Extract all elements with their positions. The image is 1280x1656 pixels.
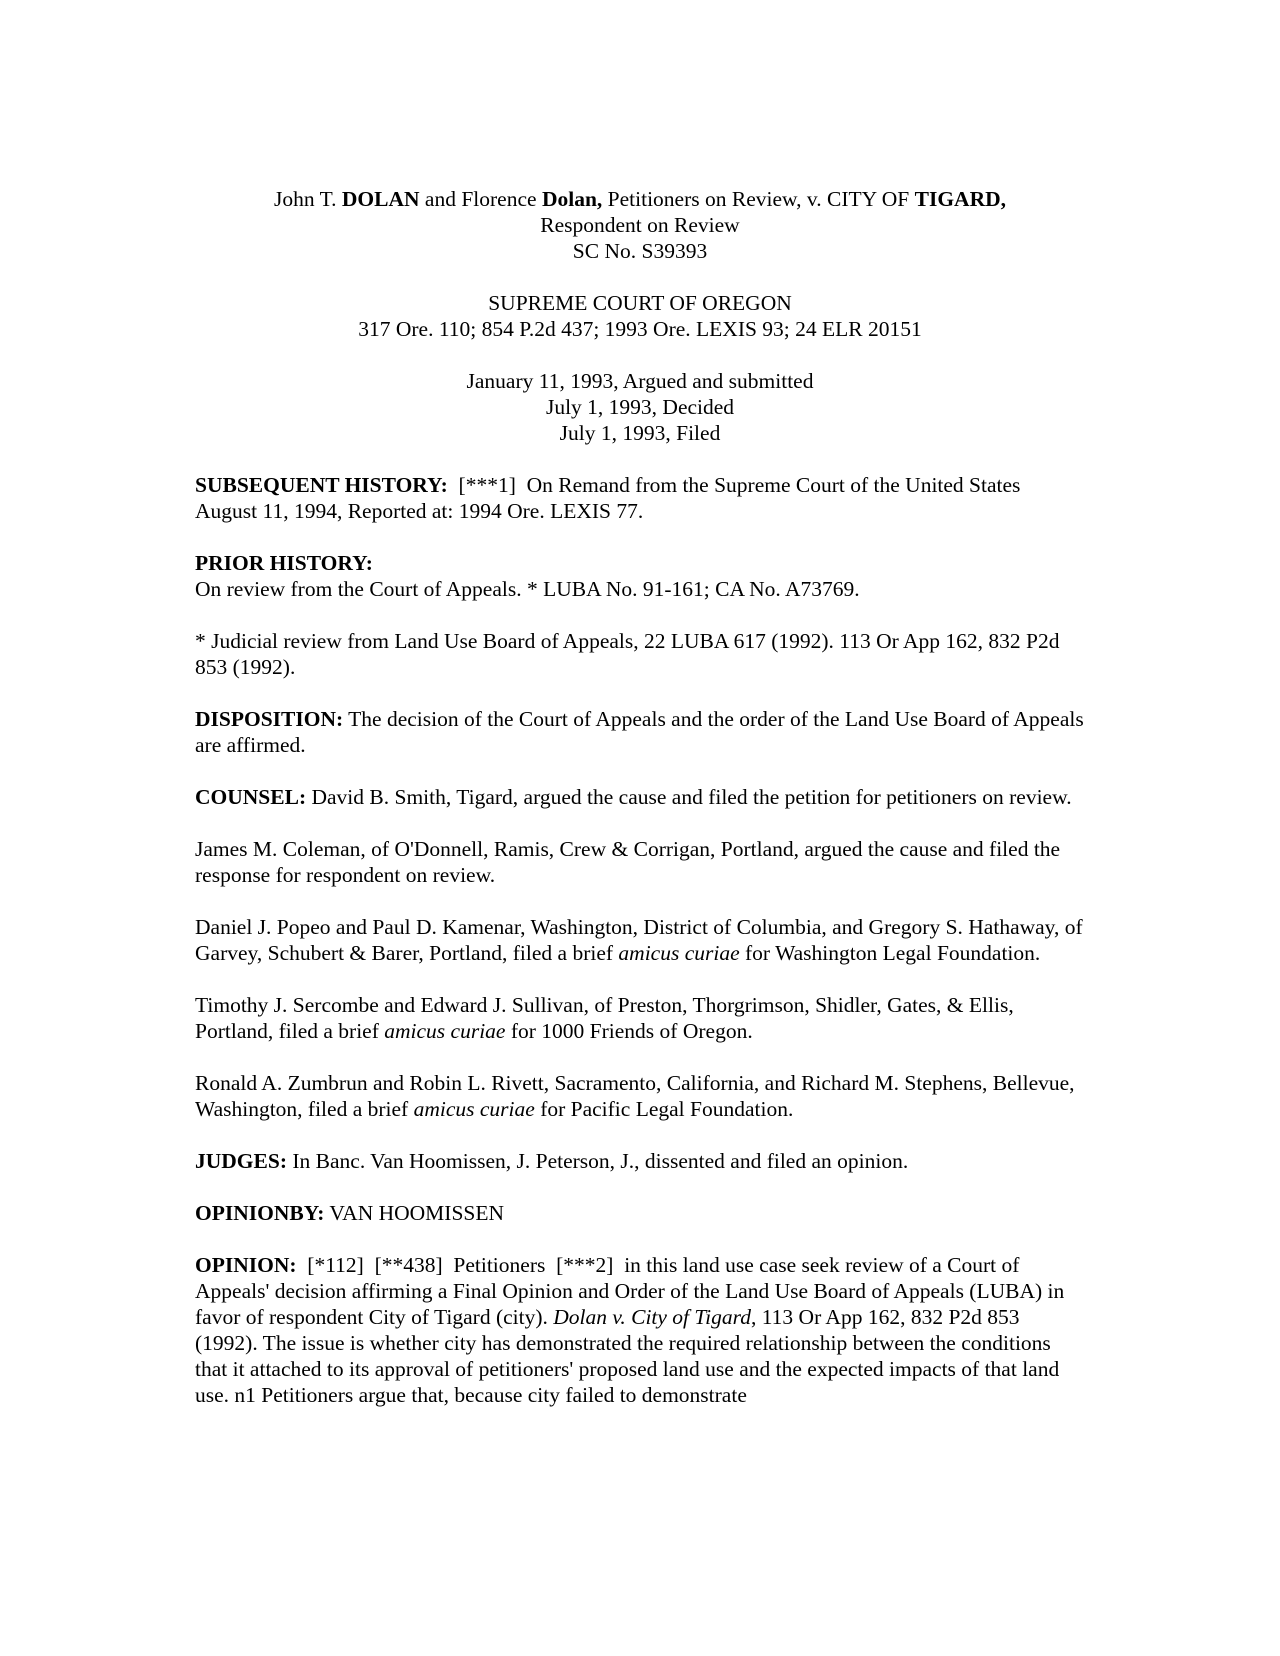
- subsequent-history: SUBSEQUENT HISTORY: [***1] On Remand from the Supreme Court of the United States August 11, 1994, Reported at: 1994 Ore. LEXIS 77.: [195, 473, 1021, 523]
- opinionby-label: OPINIONBY:: [195, 1201, 325, 1225]
- caption-respondent-role: Respondent on Review: [540, 213, 740, 237]
- docket-number: SC No. S39393: [572, 239, 708, 263]
- filed-date: July 1, 1993, Filed: [559, 421, 721, 445]
- court-info: [195, 290, 1085, 342]
- case-name: Dolan v. City of Tigard: [553, 1305, 751, 1329]
- subsequent-history-label: SUBSEQUENT HISTORY:: [195, 473, 448, 497]
- court-name: SUPREME COURT OF OREGON: [488, 291, 792, 315]
- disposition: DISPOSITION: The decision of the Court of Appeals and the order of the Land Use Board of Appeals are affirmed.: [195, 707, 1084, 757]
- document-page: [195, 186, 1085, 1434]
- counsel: COUNSEL: David B. Smith, Tigard, argued the cause and filed the petition for petitioners on review.: [195, 785, 1072, 809]
- respondent-name: TIGARD,: [914, 187, 1006, 211]
- opinion-label: OPINION:: [195, 1253, 297, 1277]
- decided-date: July 1, 1993, Decided: [545, 395, 735, 419]
- counsel-amicus-2: Timothy J. Sercombe and Edward J. Sullivan, of Preston, Thorgrimson, Shidler, Gates, & Ellis, Portland, filed a brief amicus curiae for 1000 Friends of Oregon.: [195, 993, 1014, 1043]
- petitioner-surname: DOLAN: [341, 187, 420, 211]
- page-marker: [***1]: [458, 473, 516, 497]
- counsel-amicus-3: Ronald A. Zumbrun and Robin L. Rivett, Sacramento, California, and Richard M. Stephens, Bellevue, Washington, filed a brief amicus curiae for Pacific Legal Foundation.: [195, 1071, 1075, 1121]
- petitioner-surname-2: Dolan,: [541, 187, 603, 211]
- counsel-label: COUNSEL:: [195, 785, 307, 809]
- reporter-citation: 317 Ore. 110; 854 P.2d 437; 1993 Ore. LEXIS 93; 24 ELR 20151: [358, 317, 922, 341]
- counsel-respondent: James M. Coleman, of O'Donnell, Ramis, Crew & Corrigan, Portland, argued the cause and filed the response for respondent on review.: [195, 837, 1061, 887]
- caption-parties: John T. DOLAN and Florence Dolan, Petitioners on Review, v. CITY OF TIGARD,: [273, 187, 1006, 211]
- case-caption: [195, 186, 1085, 264]
- opinion-text: OPINION: [*112] [**438] Petitioners [***2] in this land use case seek review of a Court of Appeals' decision affirming a Final Opinion and Order of the Land Use Board of Appeals (LUBA) in favor of respondent City of Tigard (city). Dolan v. City of Tigard, 113 Or App 162, 832 P2d 853 (1992). The issue is whether city has demonstrated the required relationship between the conditions that it attached to its approval of petitioners' proposed land use and the expected impacts of that land use. n1 Petitioners argue that, because city failed to demonstrate: [195, 1253, 1065, 1407]
- prior-history: PRIOR HISTORY: On review from the Court of Appeals. * LUBA No. 91-161; CA No. A73769.: [195, 551, 860, 601]
- counsel-amicus-1: Daniel J. Popeo and Paul D. Kamenar, Washington, District of Columbia, and Gregory S. Hathaway, of Garvey, Schubert & Barer, Portland, filed a brief amicus curiae for Washington Legal Foundation.: [195, 915, 1083, 965]
- judges: JUDGES: In Banc. Van Hoomissen, J. Peterson, J., dissented and filed an opinion.: [195, 1149, 909, 1173]
- case-dates: [195, 368, 1085, 446]
- prior-history-label: PRIOR HISTORY:: [195, 551, 373, 575]
- disposition-label: DISPOSITION:: [195, 707, 344, 731]
- opinion-by: OPINIONBY: VAN HOOMISSEN: [195, 1201, 505, 1225]
- argued-date: January 11, 1993, Argued and submitted: [466, 369, 814, 393]
- judges-label: JUDGES:: [195, 1149, 287, 1173]
- prior-history-footnote: * Judicial review from Land Use Board of Appeals, 22 LUBA 617 (1992). 113 Or App 162, 832 P2d 853 (1992).: [195, 629, 1060, 679]
